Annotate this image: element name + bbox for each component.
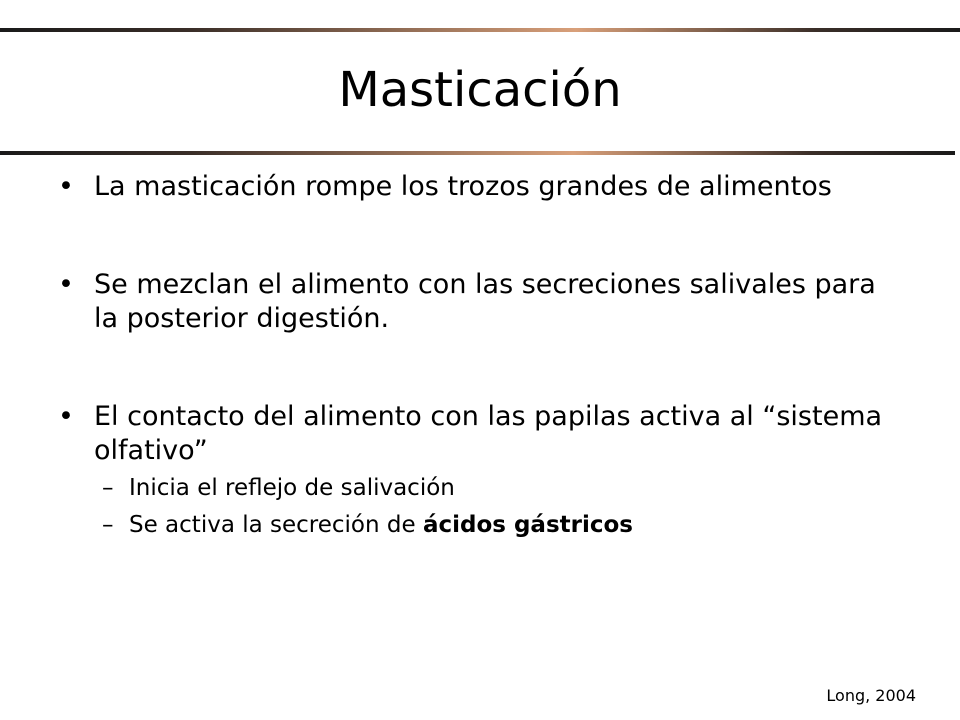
- sub-bullet-text: Inicia el reflejo de salivación: [129, 475, 455, 501]
- sub-bullet-item: [58, 472, 908, 505]
- sub-bullet-bold-text: ácidos gástricos: [422, 512, 633, 538]
- bullet-marker: •: [58, 171, 74, 202]
- bullet-text: Se mezclan el alimento con las secreciones salivales para la posterior digestión.: [94, 269, 876, 334]
- sub-bullet-marker: –: [102, 512, 114, 538]
- bullet-text: La masticación rompe los trozos grandes de alimentos: [94, 171, 832, 202]
- sub-bullet-text-prefix: Se activa la secreción de: [129, 512, 423, 538]
- citation: Long, 2004: [826, 686, 916, 705]
- bullet-item: [58, 400, 908, 468]
- bullet-item: [58, 170, 908, 204]
- bullet-marker: •: [58, 401, 74, 432]
- sub-bullet-item: [58, 509, 908, 542]
- top-divider: [0, 28, 960, 32]
- bottom-divider: [0, 151, 955, 155]
- slide-content: [58, 170, 908, 542]
- bullet-marker: •: [58, 269, 74, 300]
- bullet-item: [58, 268, 908, 336]
- slide-title: Masticación: [338, 62, 622, 118]
- sub-bullet-marker: –: [102, 475, 114, 501]
- bullet-text: El contacto del alimento con las papilas activa al “sistema olfativo”: [94, 401, 883, 466]
